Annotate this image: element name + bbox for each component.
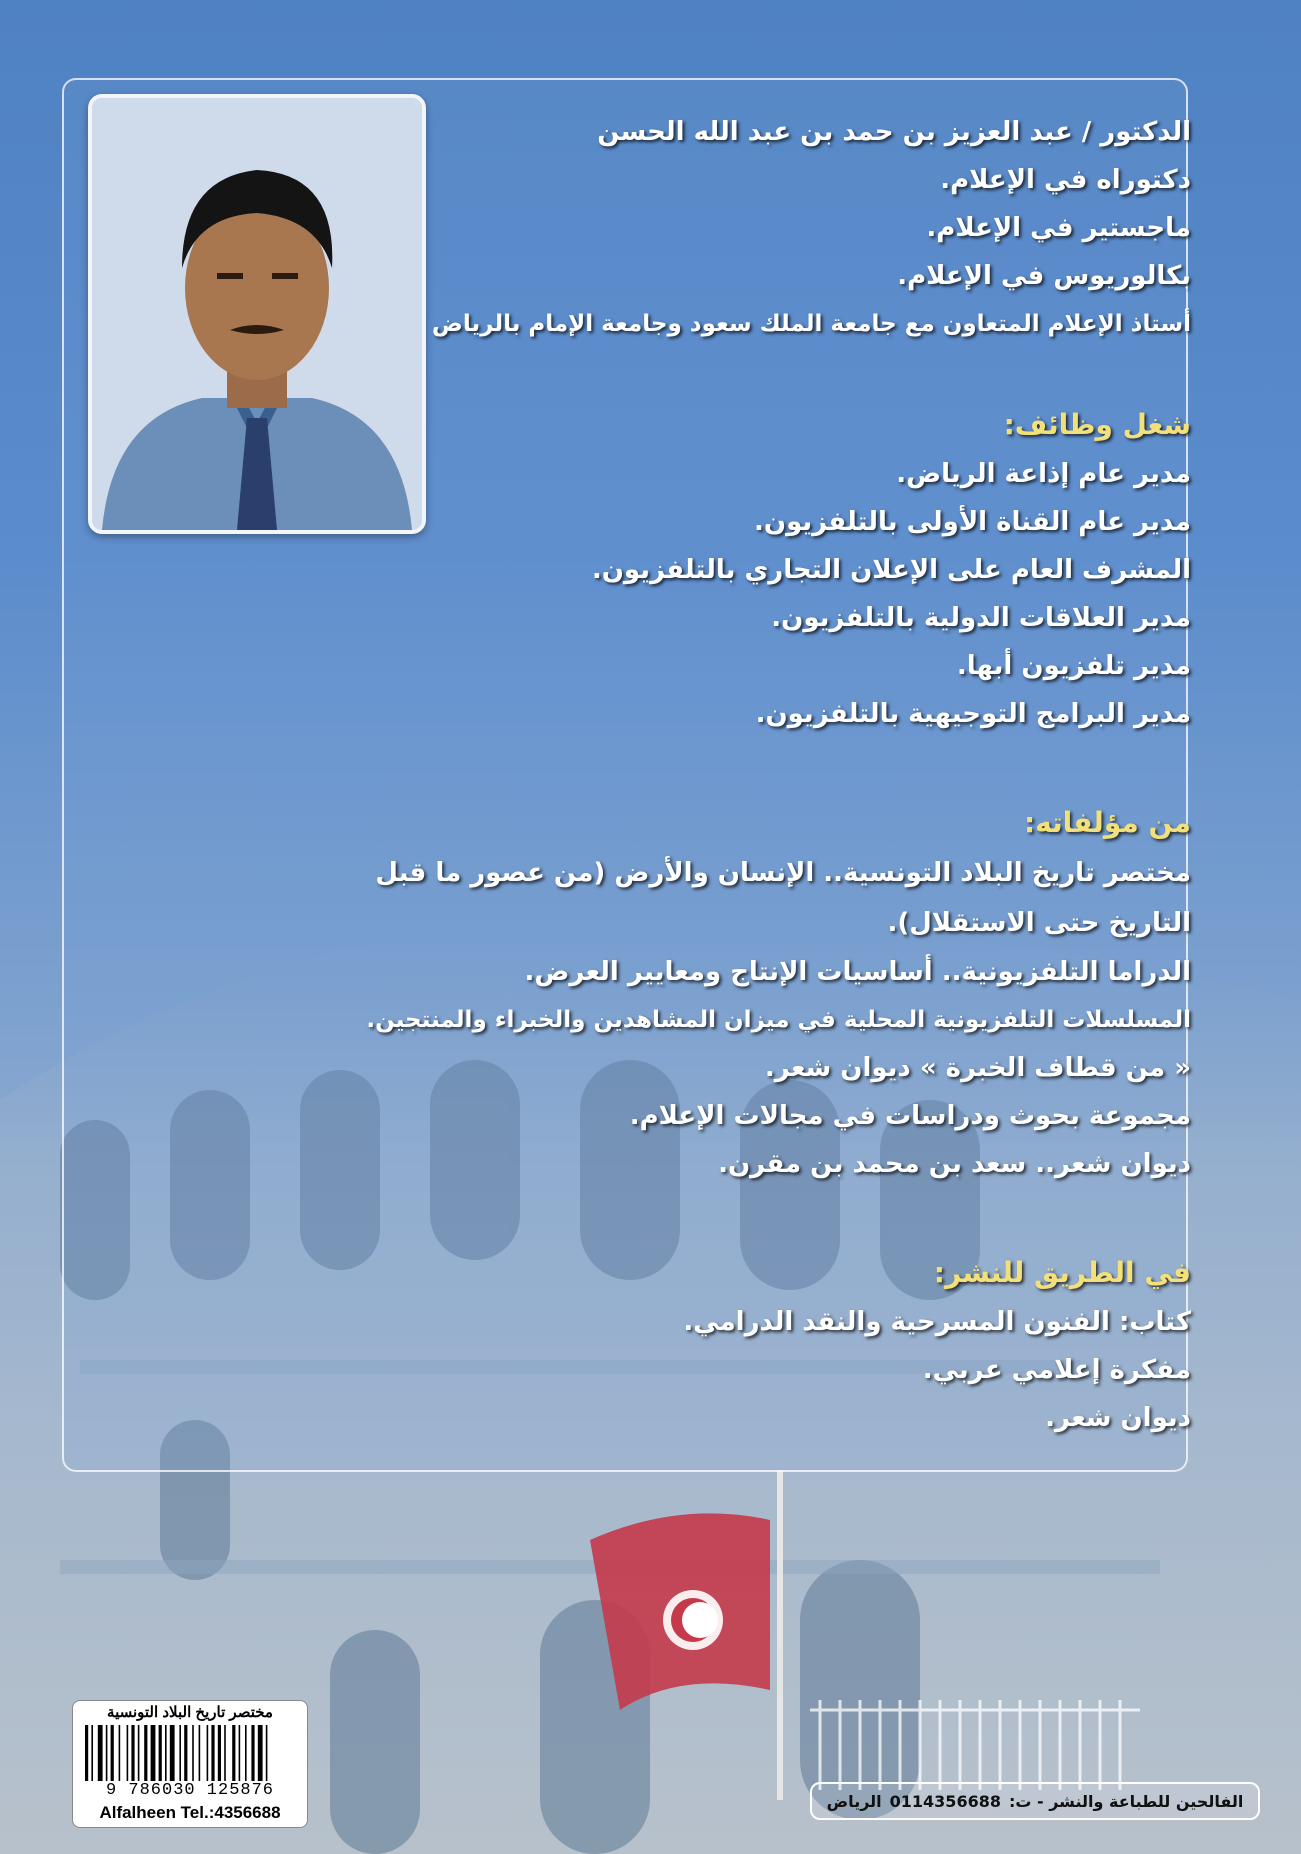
barcode-telephone: Alfalheen Tel.:4356688 (99, 1803, 281, 1822)
publisher-name: الفالحين للطباعة والنشر - ت: (1008, 1791, 1244, 1811)
job-item: المشرف العام على الإعلان التجاري بالتلفزيون. (591, 555, 1191, 585)
barcode-bar (106, 1725, 108, 1781)
barcode-bar (179, 1725, 181, 1781)
jobs-section (361, 400, 1191, 738)
barcode-bar (245, 1725, 247, 1781)
job-item: مدير عام القناة الأولى بالتلفزيون. (754, 507, 1191, 537)
job-item: مدير البرامج التوجيهية بالتلفزيون. (755, 699, 1191, 729)
barcode-bar (266, 1725, 268, 1781)
barcode-bar (131, 1725, 134, 1781)
author-position: أستاذ الإعلام المتعاون مع جامعة الملك سعود وجامعة الإمام بالرياض (431, 311, 1191, 337)
work-item: مجموعة بحوث ودراسات في مجالات الإعلام. (629, 1101, 1191, 1131)
barcode-bar (91, 1725, 93, 1781)
publisher-strip (810, 1782, 1260, 1820)
barcode-bar (98, 1725, 103, 1781)
degree-doctorate: دكتوراه في الإعلام. (940, 165, 1191, 195)
works-section (361, 798, 1191, 1188)
barcode-bar (184, 1725, 187, 1781)
barcode-bar (85, 1725, 88, 1781)
forthcoming-heading: في الطريق للنشر: (933, 1256, 1191, 1289)
barcode-bar (138, 1725, 140, 1781)
work-item: المسلسلات التلفزيونية المحلية في ميزان المشاهدين والخبراء والمنتجين. (366, 1007, 1191, 1033)
job-item: مدير تلفزيون أبها. (956, 651, 1191, 681)
degree-bachelors: بكالوريوس في الإعلام. (897, 261, 1191, 291)
barcode-title: مختصر تاريخ البلاد التونسية (107, 1704, 273, 1721)
job-item: مدير العلاقات الدولية بالتلفزيون. (771, 603, 1191, 633)
forthcoming-section (361, 1248, 1191, 1442)
barcode-bar (199, 1725, 201, 1781)
works-heading: من مؤلفاته: (1023, 806, 1191, 839)
job-item: مدير عام إذاعة الرياض. (896, 459, 1191, 489)
barcode-bars (83, 1725, 299, 1781)
barcode-bar (239, 1725, 241, 1781)
barcode-bar (258, 1725, 263, 1781)
forthcoming-item: ديوان شعر. (1045, 1403, 1191, 1433)
barcode-bar (119, 1725, 121, 1781)
publisher-phone: 0114356688 (889, 1791, 1001, 1811)
barcode-bar (232, 1725, 235, 1781)
work-item: ديوان شعر.. سعد بن محمد بن مقرن. (718, 1149, 1191, 1179)
publisher-city: الرياض (826, 1791, 882, 1811)
work-item: مختصر تاريخ البلاد التونسية.. الإنسان والأرض (من عصور ما قبل التاريخ حتى الاستقلال). (375, 858, 1191, 938)
barcode-bar (159, 1725, 162, 1781)
author-details (361, 108, 1191, 348)
barcode-digits: 9 786030 125876 (105, 1781, 275, 1800)
barcode-bar (151, 1725, 156, 1781)
isbn-barcode (72, 1700, 308, 1828)
barcode-bar (251, 1725, 254, 1781)
barcode-bar (224, 1725, 226, 1781)
barcode-bar (127, 1725, 129, 1781)
barcode-bar (111, 1725, 114, 1781)
barcode-bar (144, 1725, 147, 1781)
work-item: « من قطاف الخبرة » ديوان شعر. (764, 1053, 1191, 1083)
barcode-bar (170, 1725, 175, 1781)
author-name: الدكتور / عبد العزيز بن حمد بن عبد الله الحسن (597, 117, 1191, 147)
barcode-bar (218, 1725, 221, 1781)
work-item: الدراما التلفزيونية.. أساسيات الإنتاج ومعايير العرض. (524, 957, 1191, 987)
barcode-bar (211, 1725, 214, 1781)
jobs-heading: شغل وظائف: (1003, 408, 1191, 441)
degree-masters: ماجستير في الإعلام. (926, 213, 1191, 243)
forthcoming-item: مفكرة إعلامي عربي. (922, 1355, 1191, 1385)
barcode-bar (165, 1725, 167, 1781)
forthcoming-item: كتاب: الفنون المسرحية والنقد الدرامي. (683, 1307, 1191, 1337)
barcode-bar (192, 1725, 194, 1781)
barcode-bar (207, 1725, 209, 1781)
